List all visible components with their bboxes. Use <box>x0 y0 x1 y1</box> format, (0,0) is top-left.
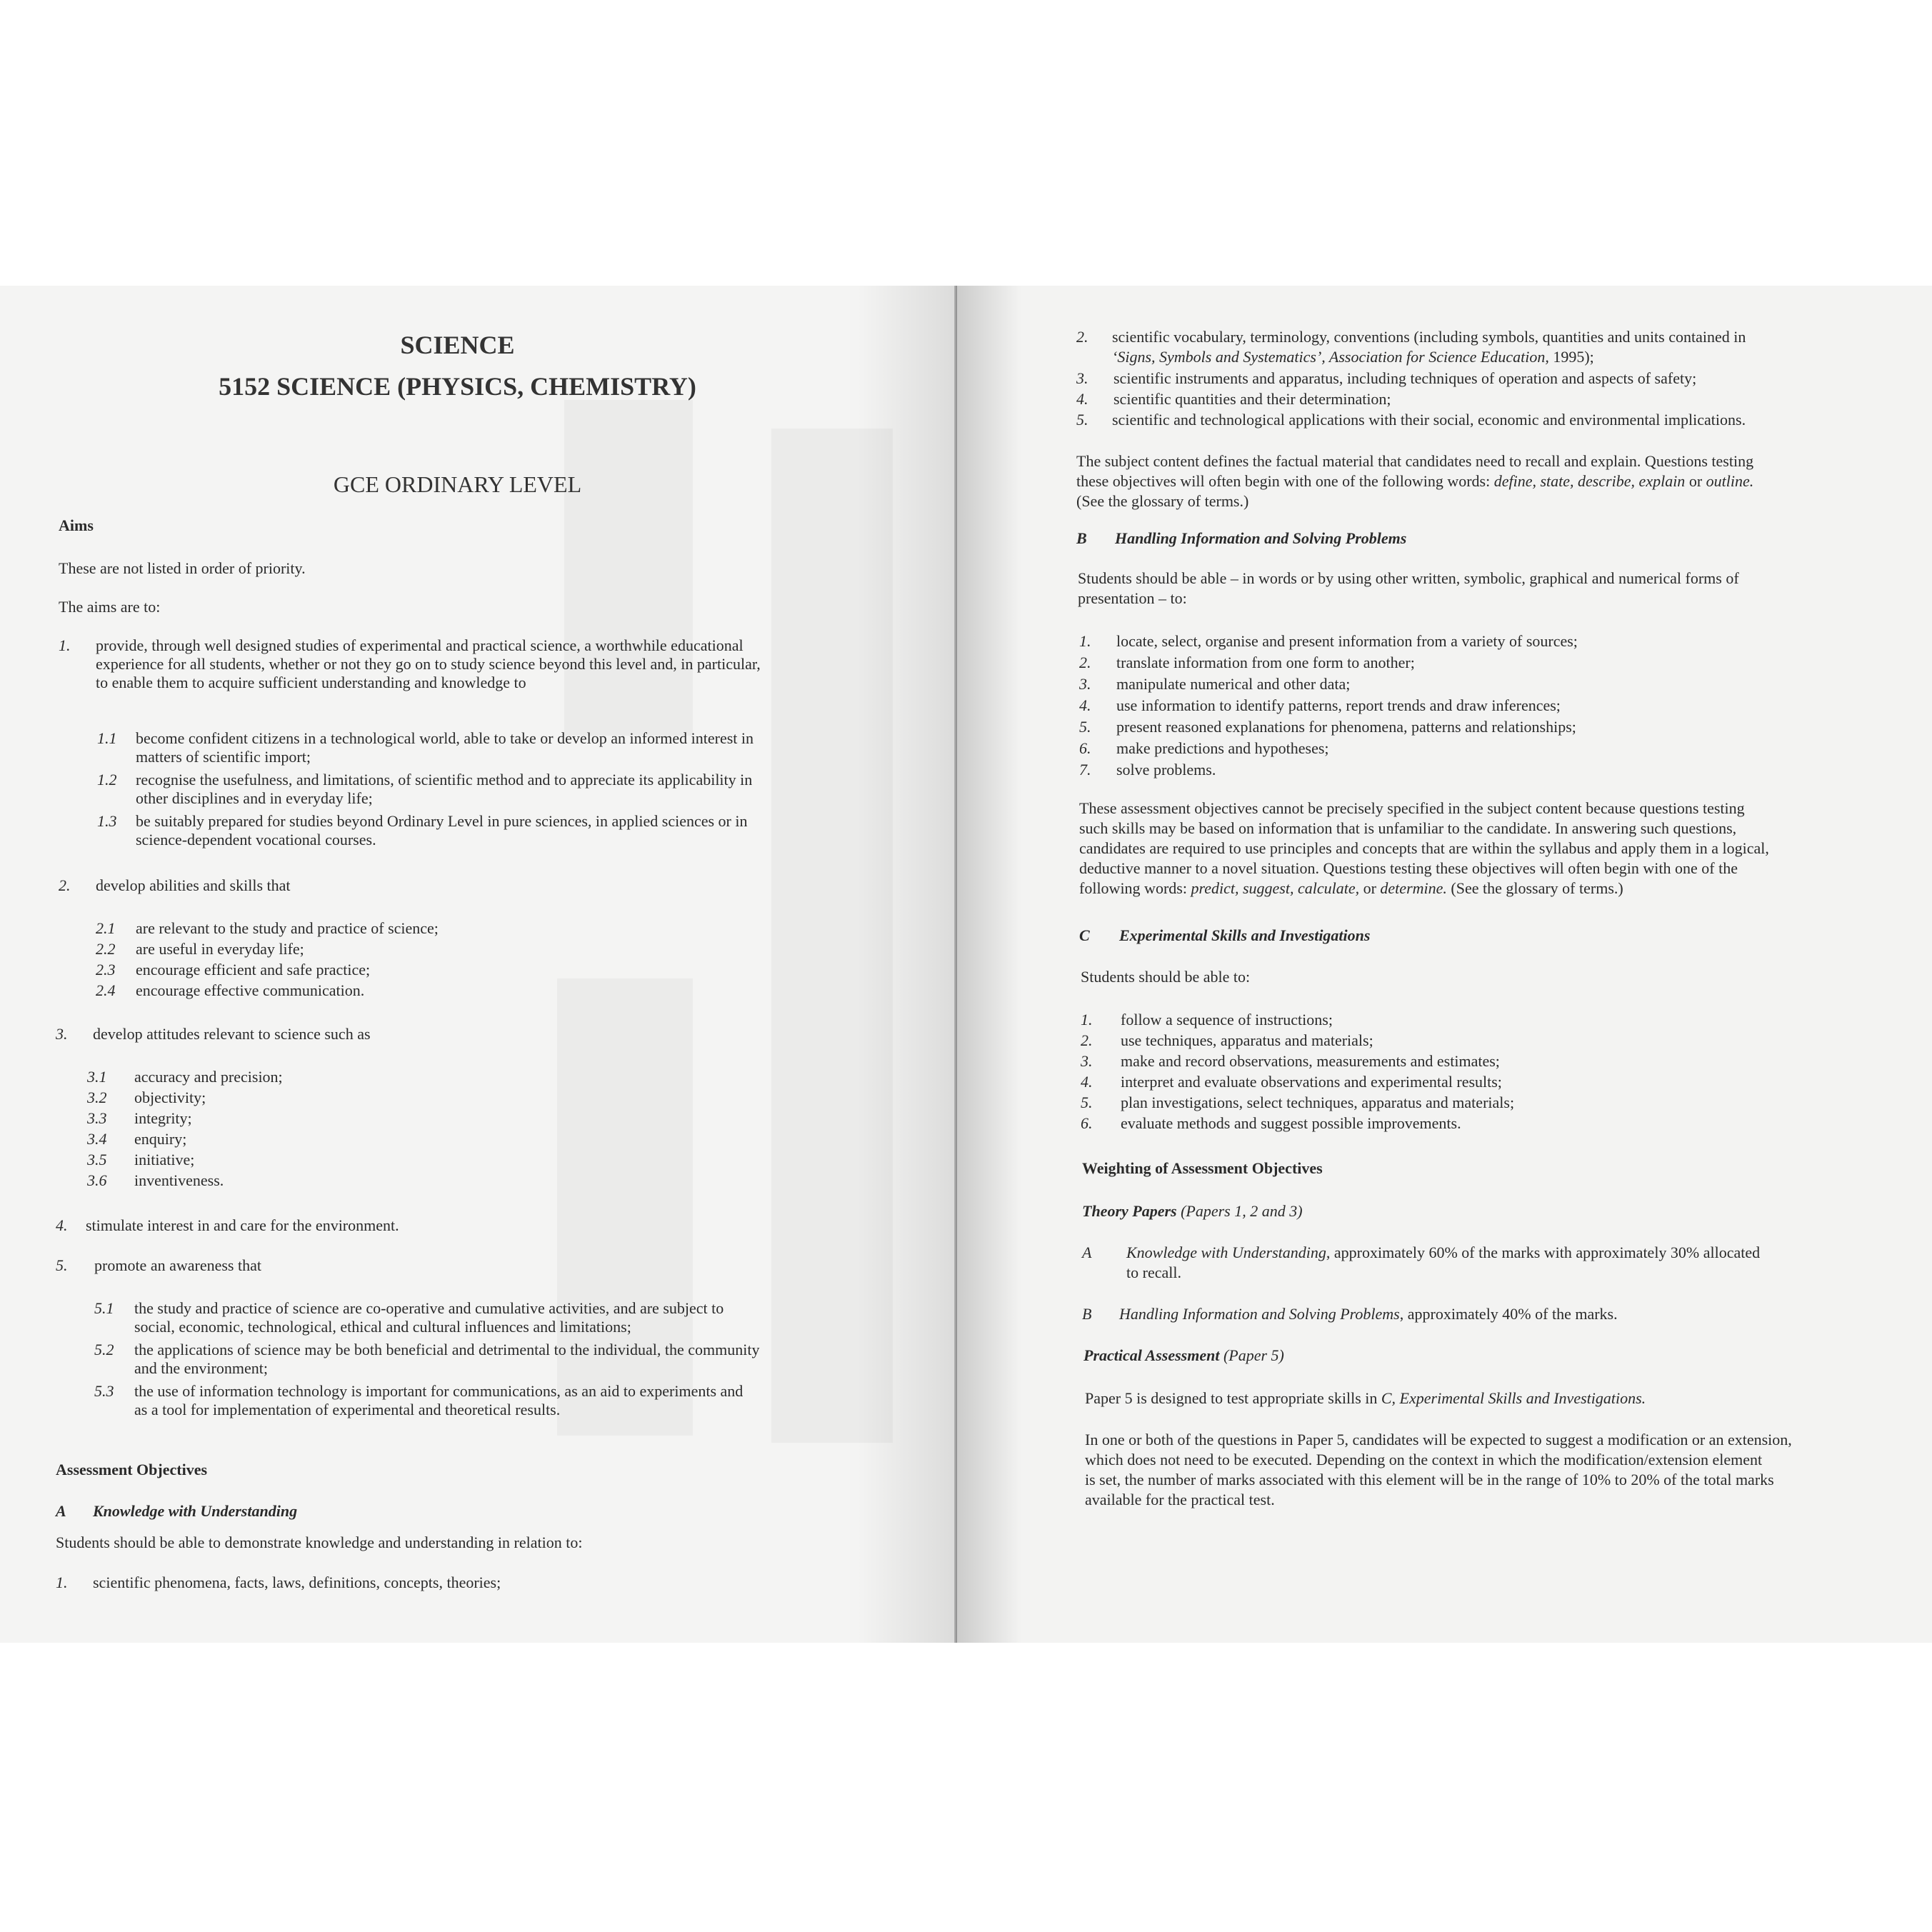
reference-title: ‘Signs, Symbols and Systematics’, Association for Science Education, <box>1112 348 1549 366</box>
sub-number: 1.3 <box>97 812 117 830</box>
book-spread <box>0 286 1932 1643</box>
objective-letter: C <box>1079 926 1090 944</box>
aim-2-4 <box>56 981 699 1001</box>
gutter-shadow <box>857 286 957 1643</box>
level-heading: GCE ORDINARY LEVEL <box>333 471 582 497</box>
sub-line: science-dependent vocational courses. <box>136 831 376 849</box>
paper5-line <box>1085 1388 1646 1408</box>
objective-b-item <box>1076 674 1862 696</box>
item-number: 3. <box>1081 1052 1093 1070</box>
item-number: 2. <box>1076 328 1088 346</box>
item-text: use techniques, apparatus and materials; <box>1121 1031 1373 1049</box>
sub-text: initiative; <box>134 1151 195 1168</box>
sub-line: be suitably prepared for studies beyond Ordinary Level in pure sciences, in applied sciences or in <box>136 812 748 830</box>
sub-text: are useful in everyday life; <box>136 940 304 958</box>
sub-line: the study and practice of science are co-operative and cumulative activities, and are subject to <box>134 1299 724 1317</box>
sub-line: social, economic, technological, ethical and cultural influences and limitations; <box>134 1318 631 1336</box>
assessment-objectives-heading: Assessment Objectives <box>56 1461 208 1478</box>
item-number: 7. <box>1079 761 1091 779</box>
para-text: (See the glossary of terms.) <box>1446 879 1623 897</box>
sub-number: 3.2 <box>87 1088 107 1106</box>
theory-title: Theory Papers <box>1082 1202 1177 1220</box>
objective-a-heading <box>56 1501 298 1521</box>
sub-number: 5.3 <box>94 1382 114 1400</box>
aims-note: These are not listed in order of priority. <box>59 559 306 577</box>
reference-tail: 1995); <box>1548 348 1594 366</box>
sub-text: are relevant to the study and practice of science; <box>136 919 439 937</box>
item-text: scientific instruments and apparatus, including techniques of operation and aspects of safety; <box>1113 369 1697 387</box>
item-number: 2. <box>1079 654 1091 671</box>
weighting-text: , approximately 60% of the marks with approximately 30% allocated <box>1326 1243 1761 1261</box>
para-text: or <box>1359 879 1381 897</box>
keywords: define, state, describe, explain <box>1493 472 1686 490</box>
para-text: these objectives will often begin with one of the following words: <box>1076 472 1494 490</box>
theory-papers: (Papers 1, 2 and 3) <box>1176 1202 1303 1220</box>
sub-line: recognise the usefulness, and limitations, of scientific method and to appreciate its applicability in <box>136 771 753 789</box>
practical-paper: (Paper 5) <box>1219 1346 1284 1364</box>
aim-text: develop attitudes relevant to science such as <box>93 1025 371 1043</box>
final-para-line: which does not need to be executed. Depending on the context in which the modification/extension element <box>1085 1451 1763 1468</box>
objective-b-item <box>1076 760 1862 781</box>
item-text: use information to identify patterns, report trends and draw inferences; <box>1116 696 1561 714</box>
page-title: SCIENCE <box>400 331 515 359</box>
objective-a-intro: Students should be able to demonstrate knowledge and understanding in relation to: <box>56 1533 583 1551</box>
objective-letter: B <box>1076 529 1087 547</box>
aim-3-subs <box>56 1067 699 1191</box>
item-text: scientific quantities and their determination; <box>1113 390 1391 408</box>
item-number: 5. <box>1081 1093 1093 1111</box>
item-text: make and record observations, measurements and estimates; <box>1121 1052 1500 1070</box>
objective-title: Knowledge with Understanding <box>93 1502 298 1520</box>
weighting-text: , approximately 40% of the marks. <box>1399 1305 1618 1323</box>
sub-line: other disciplines and in everyday life; <box>136 789 373 807</box>
sub-number: 2.2 <box>96 940 116 958</box>
aim-3-2 <box>56 1088 699 1108</box>
objective-a-para-line: (See the glossary of terms.) <box>1076 492 1249 510</box>
sub-line: become confident citizens in a technological world, able to take or develop an informed interest in <box>136 729 754 747</box>
item-text: manipulate numerical and other data; <box>1116 675 1351 693</box>
item-text: scientific phenomena, facts, laws, definitions, concepts, theories; <box>93 1573 501 1591</box>
paper5-text: Paper 5 is designed to test appropriate skills in <box>1085 1389 1381 1407</box>
sub-number: 2.3 <box>96 961 116 978</box>
sub-number: 5.1 <box>94 1299 114 1317</box>
objective-c-item <box>1076 1072 1862 1093</box>
objective-b-item <box>1076 631 1862 653</box>
item-line-2 <box>1112 347 1594 367</box>
sub-number: 1.1 <box>97 729 117 747</box>
weighting-letter: B <box>1082 1305 1092 1323</box>
item-number: 2. <box>1081 1031 1093 1049</box>
item-text: follow a sequence of instructions; <box>1121 1011 1333 1028</box>
objective-c-item <box>1076 1051 1862 1072</box>
aim-3-3 <box>56 1108 699 1129</box>
aim-number: 4. <box>56 1216 68 1234</box>
aim-number: 2. <box>59 876 71 894</box>
item-text: make predictions and hypotheses; <box>1116 739 1329 757</box>
item-text: solve problems. <box>1116 761 1216 779</box>
item-number: 5. <box>1079 718 1091 736</box>
item-number: 1. <box>1081 1011 1093 1028</box>
objective-title: Handling Information and Solving Problems <box>1115 529 1407 547</box>
aim-3-4 <box>56 1129 699 1150</box>
objective-c-item <box>1076 1031 1862 1051</box>
objective-b-item <box>1076 739 1862 760</box>
objective-b-item <box>1076 717 1862 739</box>
aim-2-subs <box>56 919 699 1001</box>
show-through-block <box>557 978 693 1436</box>
practical-title: Practical Assessment <box>1083 1346 1220 1364</box>
sub-number: 2.4 <box>96 981 116 999</box>
objective-b-para-line: such skills may be based on information that is unfamiliar to the candidate. In answering such questions, <box>1079 819 1737 837</box>
aim-text: stimulate interest in and care for the environment. <box>86 1216 399 1234</box>
sub-text: inventiveness. <box>134 1171 224 1189</box>
item-text: evaluate methods and suggest possible improvements. <box>1121 1114 1461 1132</box>
aim-3-6 <box>56 1171 699 1191</box>
item-number: 4. <box>1079 696 1091 714</box>
item-number: 3. <box>1076 369 1088 387</box>
aim-line: experience for all students, whether or not they go on to study science beyond this level and, in particular, <box>96 655 761 673</box>
aims-heading: Aims <box>59 516 94 534</box>
sub-number: 2.1 <box>96 919 116 937</box>
sub-number: 3.5 <box>87 1151 107 1168</box>
objective-b-heading <box>1076 529 1407 549</box>
aims-intro: The aims are to: <box>59 598 161 616</box>
page-subtitle: 5152 SCIENCE (PHYSICS, CHEMISTRY) <box>219 372 696 401</box>
objective-b-para-line: These assessment objectives cannot be precisely specified in the subject content because questions testing <box>1079 799 1745 817</box>
item-text: translate information from one form to another; <box>1116 654 1415 671</box>
item-text: scientific and technological applications with their social, economic and environmental implications. <box>1112 411 1746 429</box>
para-text: following words: <box>1079 879 1191 897</box>
sub-number: 1.2 <box>97 771 117 789</box>
aim-2-1 <box>56 919 699 939</box>
aim-line: to enable them to acquire sufficient understanding and knowledge to <box>96 674 526 691</box>
aim-3-1 <box>56 1067 699 1088</box>
aim-text: develop abilities and skills that <box>96 876 291 894</box>
item-number: 1. <box>56 1573 68 1591</box>
objective-b-intro: Students should be able – in words or by using other written, symbolic, graphical and numerical forms of <box>1078 569 1739 587</box>
aim-number: 5. <box>56 1256 68 1274</box>
sub-text: integrity; <box>134 1109 192 1127</box>
paper5-emphasis: C, Experimental Skills and Investigations. <box>1381 1389 1646 1407</box>
objective-title: Experimental Skills and Investigations <box>1119 926 1371 944</box>
item-text: plan investigations, select techniques, apparatus and materials; <box>1121 1093 1515 1111</box>
sub-text: accuracy and precision; <box>134 1068 283 1086</box>
sub-number: 3.6 <box>87 1171 107 1189</box>
objective-c-intro: Students should be able to: <box>1081 968 1251 986</box>
keyword: determine. <box>1380 879 1447 897</box>
sub-text: enquiry; <box>134 1130 187 1148</box>
weighting-title: Knowledge with Understanding <box>1126 1243 1326 1261</box>
keyword: outline. <box>1706 472 1754 490</box>
para-text: or <box>1685 472 1706 490</box>
sub-text: encourage efficient and safe practice; <box>136 961 371 978</box>
item-number: 4. <box>1076 390 1088 408</box>
theory-papers-heading <box>1082 1201 1303 1221</box>
sub-number: 3.4 <box>87 1130 107 1148</box>
weighting-a-line <box>1126 1243 1760 1263</box>
item-number: 1. <box>1079 632 1091 650</box>
item-number: 6. <box>1079 739 1091 757</box>
aim-number: 3. <box>56 1025 68 1043</box>
item-line: scientific vocabulary, terminology, conventions (including symbols, quantities and units contained in <box>1112 328 1746 346</box>
item-text: present reasoned explanations for phenomena, patterns and relationships; <box>1116 718 1576 736</box>
sub-line: the use of information technology is important for communications, as an aid to experiments and <box>134 1382 744 1400</box>
sub-text: encourage effective communication. <box>136 981 365 999</box>
aim-2-3 <box>56 960 699 981</box>
sub-number: 3.3 <box>87 1109 107 1127</box>
weighting-b-line <box>1119 1304 1618 1324</box>
objective-b-para-line: deductive manner to a novel situation. Questions testing these objectives will often begin with one of the <box>1079 859 1738 877</box>
objective-letter: A <box>56 1502 66 1520</box>
item-number: 6. <box>1081 1114 1093 1132</box>
aim-number: 1. <box>59 636 71 654</box>
final-para-line: In one or both of the questions in Paper 5, candidates will be expected to suggest a modification or an extension, <box>1085 1431 1792 1448</box>
sub-line: as a tool for implementation of experimental and theoretical results. <box>134 1401 561 1418</box>
final-para-line: is set, the number of marks associated with this element will be in the range of 10% to 20% of the total marks <box>1085 1471 1774 1488</box>
objective-b-intro: presentation – to: <box>1078 589 1187 607</box>
item-text: locate, select, organise and present information from a variety of sources; <box>1116 632 1578 650</box>
objective-c-heading <box>1079 926 1371 946</box>
sub-line: and the environment; <box>134 1359 268 1377</box>
final-para-line: available for the practical test. <box>1085 1491 1275 1508</box>
objective-c-item <box>1076 1093 1862 1113</box>
item-number: 5. <box>1076 411 1088 429</box>
sub-line: matters of scientific import; <box>136 748 311 766</box>
objective-c-item <box>1076 1113 1862 1134</box>
sub-number: 5.2 <box>94 1341 114 1358</box>
item-text: interpret and evaluate observations and experimental results; <box>1121 1073 1502 1091</box>
objective-a-para-line: The subject content defines the factual material that candidates need to recall and explain. Questions testing <box>1076 452 1754 470</box>
objective-b-para-line <box>1079 879 1623 899</box>
aim-text: promote an awareness that <box>94 1256 261 1274</box>
aim-3-5 <box>56 1150 699 1171</box>
aim-line: provide, through well designed studies of experimental and practical science, a worthwhile educational <box>96 636 744 654</box>
item-number: 3. <box>1079 675 1091 693</box>
practical-heading <box>1083 1346 1284 1366</box>
left-page <box>0 286 957 1643</box>
item-number: 4. <box>1081 1073 1093 1091</box>
objective-c-item <box>1076 1010 1862 1031</box>
weighting-heading: Weighting of Assessment Objectives <box>1082 1159 1323 1177</box>
gutter-shadow <box>957 286 1021 1643</box>
objective-b-item <box>1076 696 1862 717</box>
objective-b-item <box>1076 653 1862 674</box>
weighting-letter: A <box>1082 1243 1092 1261</box>
sub-line: the applications of science may be both beneficial and detrimental to the individual, the community <box>134 1341 760 1358</box>
objective-a-para-line <box>1076 471 1753 491</box>
show-through-block <box>564 400 693 736</box>
objective-c-list <box>1076 1010 1862 1134</box>
aim-2-2 <box>56 939 699 960</box>
objective-b-para-line: candidates are required to use principles and concepts that are within the syllabus and apply them in a logical, <box>1079 839 1769 857</box>
keywords: predict, suggest, calculate, <box>1191 879 1360 897</box>
sub-number: 3.1 <box>87 1068 107 1086</box>
right-page <box>957 286 1932 1643</box>
sub-text: objectivity; <box>134 1088 206 1106</box>
objective-b-list <box>1076 631 1862 781</box>
weighting-title: Handling Information and Solving Problems <box>1119 1305 1400 1323</box>
weighting-text-2: to recall. <box>1126 1263 1181 1281</box>
